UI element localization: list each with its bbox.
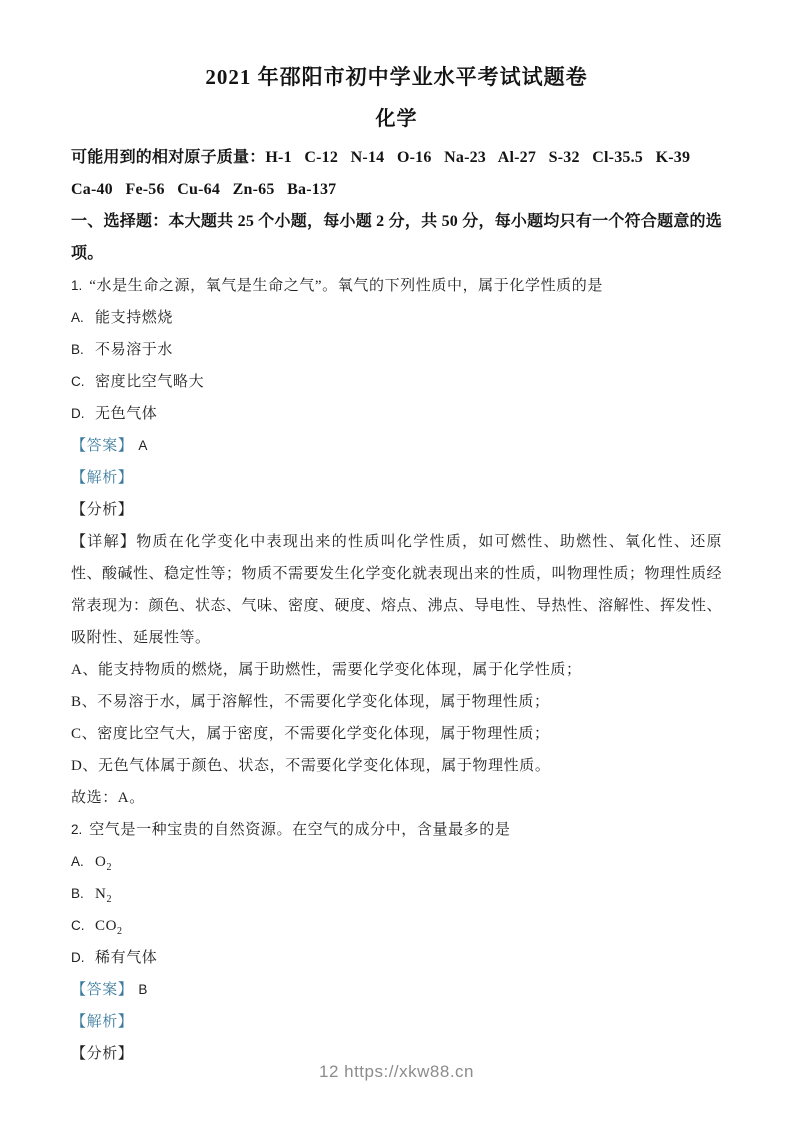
option-label: C. [71, 374, 85, 389]
option-text: CO [95, 918, 118, 934]
question-1-stem-text: “水是生命之源，氧气是生命之气”。氧气的下列性质中，属于化学性质的是 [89, 278, 603, 294]
question-2-jiexi-line [71, 1006, 722, 1038]
option-label: B. [71, 886, 84, 901]
question-1-number: 1. [71, 278, 83, 293]
option-text: 稀有气体 [95, 950, 158, 966]
question-1-option-a [71, 302, 722, 334]
option-text: 密度比空气略大 [95, 374, 205, 390]
option-text: 无色气体 [95, 406, 158, 422]
question-2-stem-text: 空气是一种宝贵的自然资源。在空气的成分中，含量最多的是 [89, 822, 511, 838]
answer-tag: 【答案】 [71, 438, 134, 454]
question-2-option-d [71, 942, 722, 974]
option-text: O [95, 854, 107, 870]
question-2-option-b [71, 878, 722, 910]
option-label: C. [71, 918, 85, 933]
jiexi-tag: 【解析】 [71, 1014, 134, 1030]
option-subscript: 2 [106, 862, 113, 873]
detail-tag: 【详解】 [71, 534, 137, 550]
question-2-number: 2. [71, 822, 83, 837]
option-text: 能支持燃烧 [95, 310, 174, 326]
atomic-masses-line-1: 可能用到的相对原子质量：H-1 C-12 N-14 O-16 Na-23 Al-27 S-32 Cl-35.5 K-39 [71, 149, 691, 166]
fenxi-tag: 【分析】 [71, 502, 134, 518]
fenxi-tag: 【分析】 [71, 1046, 134, 1062]
question-1-option-d [71, 398, 722, 430]
page-title: 2021 年邵阳市初中学业水平考试试题卷 [205, 65, 588, 89]
question-1-fenxi-line [71, 494, 722, 526]
option-subscript: 2 [117, 926, 123, 937]
section-heading: 一、选择题：本大题共 25 个小题，每小题 2 分，共 50 分，每小题均只有一个符合题意的选项。 [71, 213, 722, 262]
question-1-analysis-b: B、不易溶于水，属于溶解性，不需要化学变化体现，属于物理性质； [71, 694, 550, 710]
question-1-analysis-c: C、密度比空气大，属于密度，不需要化学变化体现，属于物理性质； [71, 726, 550, 742]
option-label: D. [71, 406, 85, 421]
question-2-stem [71, 814, 722, 846]
answer-letter: A [138, 438, 148, 453]
option-text: N [95, 886, 107, 902]
detail-text: 物质在化学变化中表现出来的性质叫化学性质，如可燃性、助燃性、氧化性、还原性、酸碱性、稳定性等；物质不需要发生化学变化就表现出来的性质，叫物理性质；物理性质经常表现为：颜色、状态、气味、密度、硬度、熔点、沸点、导电性、导热性、溶解性、挥发性、吸附性、延展性等。 [71, 534, 723, 646]
answer-tag: 【答案】 [71, 982, 134, 998]
question-1-conclusion: 故选：A。 [71, 790, 145, 806]
question-1-jiexi-line [71, 462, 722, 494]
option-label: A. [71, 854, 84, 869]
subject-title: 化学 [375, 108, 418, 130]
question-1-answer-line [71, 430, 722, 462]
option-subscript: 2 [106, 894, 113, 905]
atomic-masses-line-2: Ca-40 Fe-56 Cu-64 Zn-65 Ba-137 [71, 181, 337, 198]
page-footer-url: 12 https://xkw88.cn [318, 1062, 475, 1081]
jiexi-tag: 【解析】 [71, 470, 134, 486]
question-1-analysis-d: D、无色气体属于颜色、状态，不需要化学变化体现，属于物理性质。 [71, 758, 551, 774]
question-1-stem [71, 270, 722, 302]
question-2-answer-line [71, 974, 722, 1006]
option-label: A. [71, 310, 84, 325]
question-1-option-b [71, 334, 722, 366]
question-2-option-a [71, 846, 722, 878]
question-1-option-c [71, 366, 722, 398]
option-text: 不易溶于水 [95, 342, 174, 358]
option-label: D. [71, 950, 85, 965]
answer-letter: B [138, 982, 148, 997]
question-1-analysis-a: A、能支持物质的燃烧，属于助燃性，需要化学变化体现，属于化学性质； [71, 662, 582, 678]
option-label: B. [71, 342, 84, 357]
question-2-option-c [71, 910, 722, 942]
question-1-detail-paragraph [71, 526, 722, 654]
